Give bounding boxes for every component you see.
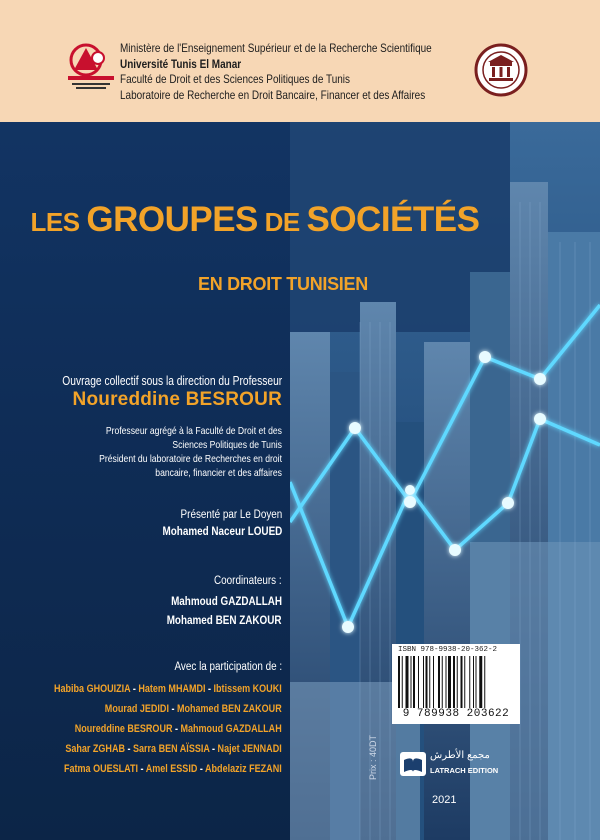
book-subtitle: EN DROIT TUNISIEN: [198, 274, 368, 294]
presented-by-label: Présenté par Le Doyen: [180, 509, 282, 521]
coordinator-name: Mohamed BEN ZAKOUR: [167, 615, 282, 627]
name-separator: -: [169, 703, 178, 715]
faculty-line: Faculté de Droit et des Sciences Politiques de Tunis: [120, 73, 351, 86]
publication-year: 2021: [432, 794, 457, 806]
participant-name: Hatem MHAMDI: [138, 683, 206, 695]
participants-list: [54, 679, 282, 779]
participant-name: Amel ESSID: [145, 763, 198, 775]
participants-row: [54, 679, 282, 699]
author-desc-line: Président du laboratoire de Recherches en droit: [99, 453, 282, 465]
participant-name: Najet JENNADI: [217, 743, 282, 755]
participants-row: [54, 719, 282, 739]
author-desc-line: Sciences Politiques de Tunis: [172, 439, 282, 451]
publisher-name-arabic: مجمع الأطرش: [430, 750, 490, 761]
book-title: [0, 200, 510, 240]
participant-name: Sahar ZGHAB: [65, 743, 126, 755]
participant-name: Fatma OUESLATI: [64, 763, 139, 775]
name-separator: -: [209, 743, 218, 755]
laboratory-line: Laboratoire de Recherche en Droit Bancaire, Financer et des Affaires: [120, 88, 426, 102]
participant-name: Mohamed BEN ZAKOUR: [177, 703, 282, 715]
participant-name: Ibtissem KOUKI: [213, 683, 282, 695]
isbn-number: 9 789938 203622: [402, 708, 510, 720]
university-line: Université Tunis El Manar: [120, 57, 242, 71]
participant-name: Mourad JEDIDI: [105, 703, 170, 715]
participants-row: [54, 759, 282, 779]
participant-name: Abdelaziz FEZANI: [205, 763, 282, 775]
participants-row: [54, 699, 282, 719]
university-logo-icon: [64, 40, 118, 94]
title-word-les: LES: [30, 207, 87, 237]
title-word-de: DE: [257, 207, 307, 237]
author-desc-line: bancaire, financier et des affaires: [155, 467, 282, 479]
ministry-line: Ministère de l'Enseignement Supérieur et de la Recherche Scientifique: [120, 42, 432, 55]
price-label: Prix : 40DT: [368, 734, 378, 780]
title-line: [0, 200, 510, 240]
name-separator: -: [172, 723, 181, 735]
author-desc-line: Professeur agrégé à la Faculté de Droit et des: [105, 425, 282, 437]
intro-text: Ouvrage collectif sous la direction du Professeur: [62, 374, 282, 388]
isbn-barcode: [392, 644, 520, 724]
dean-name: Mohamed Naceur LOUED: [162, 526, 282, 538]
author-name: Noureddine BESROUR: [72, 389, 282, 410]
isbn-label: ISBN 978-9938-20-362-2: [398, 646, 498, 654]
coordinator-name: Mahmoud GAZDALLAH: [171, 596, 282, 608]
faculty-seal-icon: [474, 42, 528, 98]
participant-name: Noureddine BESROUR: [75, 723, 173, 735]
participant-name: Mahmoud GAZDALLAH: [180, 723, 282, 735]
participant-name: Habiba GHOUIZIA: [54, 683, 131, 695]
name-separator: -: [130, 683, 139, 695]
author-description: [99, 424, 282, 480]
coordinators-label: Coordinateurs :: [214, 575, 282, 587]
header-institution-text: [120, 41, 470, 103]
name-separator: -: [138, 763, 146, 775]
barcode-bars-icon: [398, 656, 514, 708]
name-separator: -: [197, 763, 206, 775]
participant-name: Sarra BEN AÏSSIA: [133, 743, 210, 755]
name-separator: -: [125, 743, 134, 755]
participants-row: [54, 739, 282, 759]
name-separator: -: [205, 683, 214, 695]
title-word-societes: SOCIÉTÉS: [306, 200, 480, 239]
open-book-icon: [398, 748, 428, 780]
header-band: [0, 0, 600, 122]
participation-label: Avec la participation de :: [174, 661, 282, 673]
publisher-logo: [398, 748, 514, 792]
publisher-name: LATRACH EDITION: [430, 766, 499, 775]
title-word-groupes: GROUPES: [86, 200, 258, 239]
